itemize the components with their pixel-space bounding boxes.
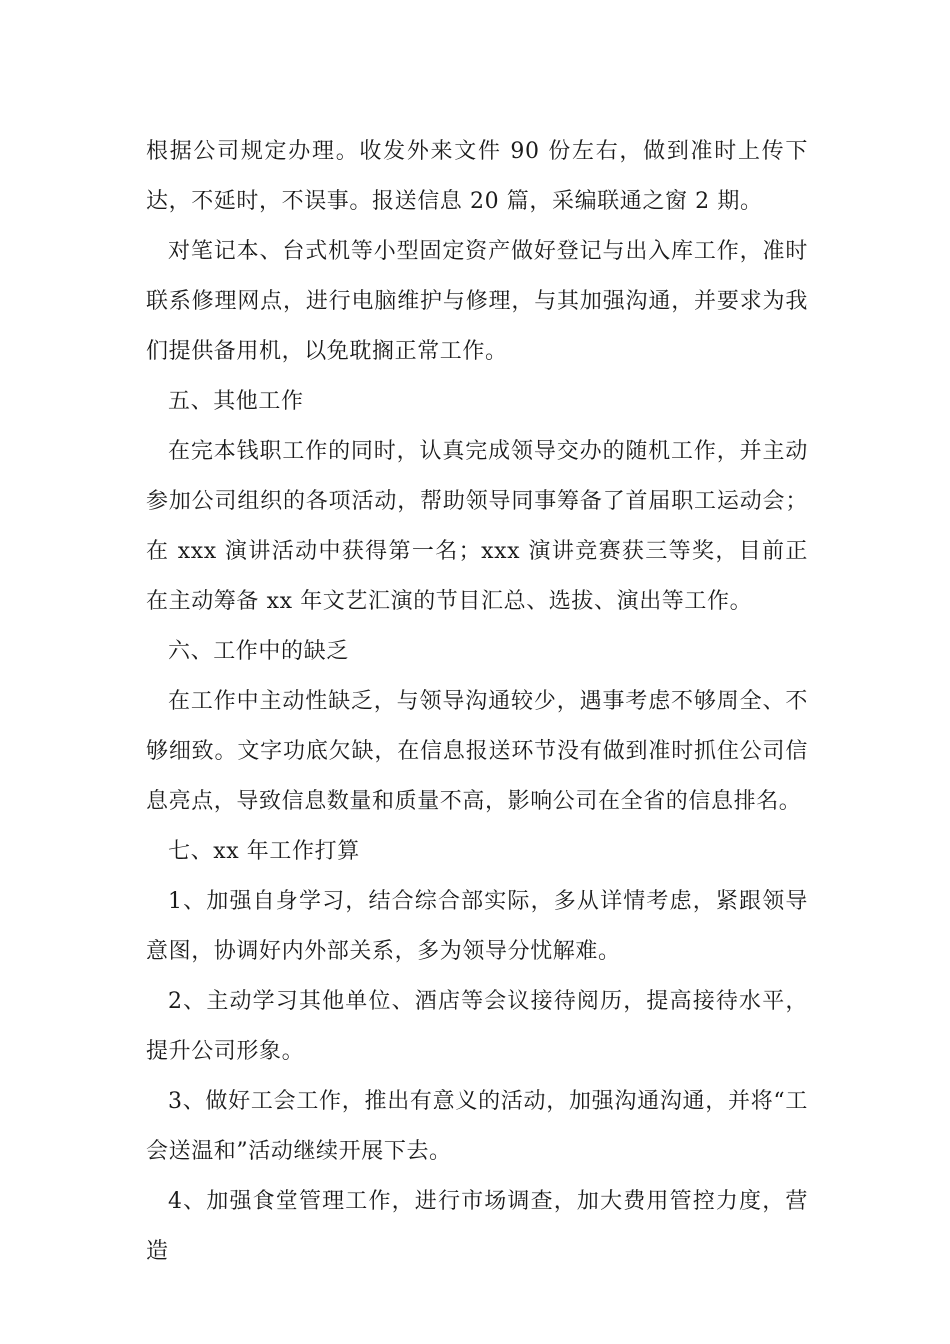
paragraph-assets: 对笔记本、台式机等小型固定资产做好登记与出入库工作，准时联系修理网点，进行电脑维护与修理，与其加强沟通，并要求为我们提供备用机，以免耽搁正常工作。 <box>146 239 808 364</box>
section-heading-shortcomings: 六、工作中的缺乏 <box>168 639 349 664</box>
section-heading-other-work: 五、其他工作 <box>168 389 304 414</box>
paragraph-other-work: 在完本钱职工作的同时，认真完成领导交办的随机工作，并主动参加公司组织的各项活动，帮助领导同事筹备了首届职工运动会；在 xxx 演讲活动中获得第一名；xxx 演讲竞赛获三等奖，目前正在主动筹备 xx 年文艺汇演的节目汇总、选拔、演出等工作。 <box>146 439 808 614</box>
list-item-plan-4: 4、加强食堂管理工作，进行市场调查，加大费用管控力度，营造 <box>146 1189 808 1264</box>
section-heading-work-plan: 七、xx 年工作打算 <box>168 839 360 864</box>
list-item-plan-1: 1、加强自身学习，结合综合部实际，多从详情考虑，紧跟领导意图，协调好内外部关系，多为领导分忧解难。 <box>146 889 808 964</box>
document-body <box>146 127 808 1277</box>
paragraph-continued: 根据公司规定办理。收发外来文件 90 份左右，做到准时上传下达，不延时，不误事。报送信息 20 篇，采编联通之窗 2 期。 <box>146 139 808 214</box>
paragraph-shortcomings: 在工作中主动性缺乏，与领导沟通较少，遇事考虑不够周全、不够细致。文字功底欠缺，在信息报送环节没有做到准时抓住公司信息亮点，导致信息数量和质量不高，影响公司在全省的信息排名。 <box>146 689 808 814</box>
list-item-plan-3: 3、做好工会工作，推出有意义的活动，加强沟通沟通，并将“工会送温和”活动继续开展下去。 <box>146 1089 808 1164</box>
list-item-plan-2: 2、主动学习其他单位、酒店等会议接待阅历，提高接待水平，提升公司形象。 <box>146 989 808 1064</box>
